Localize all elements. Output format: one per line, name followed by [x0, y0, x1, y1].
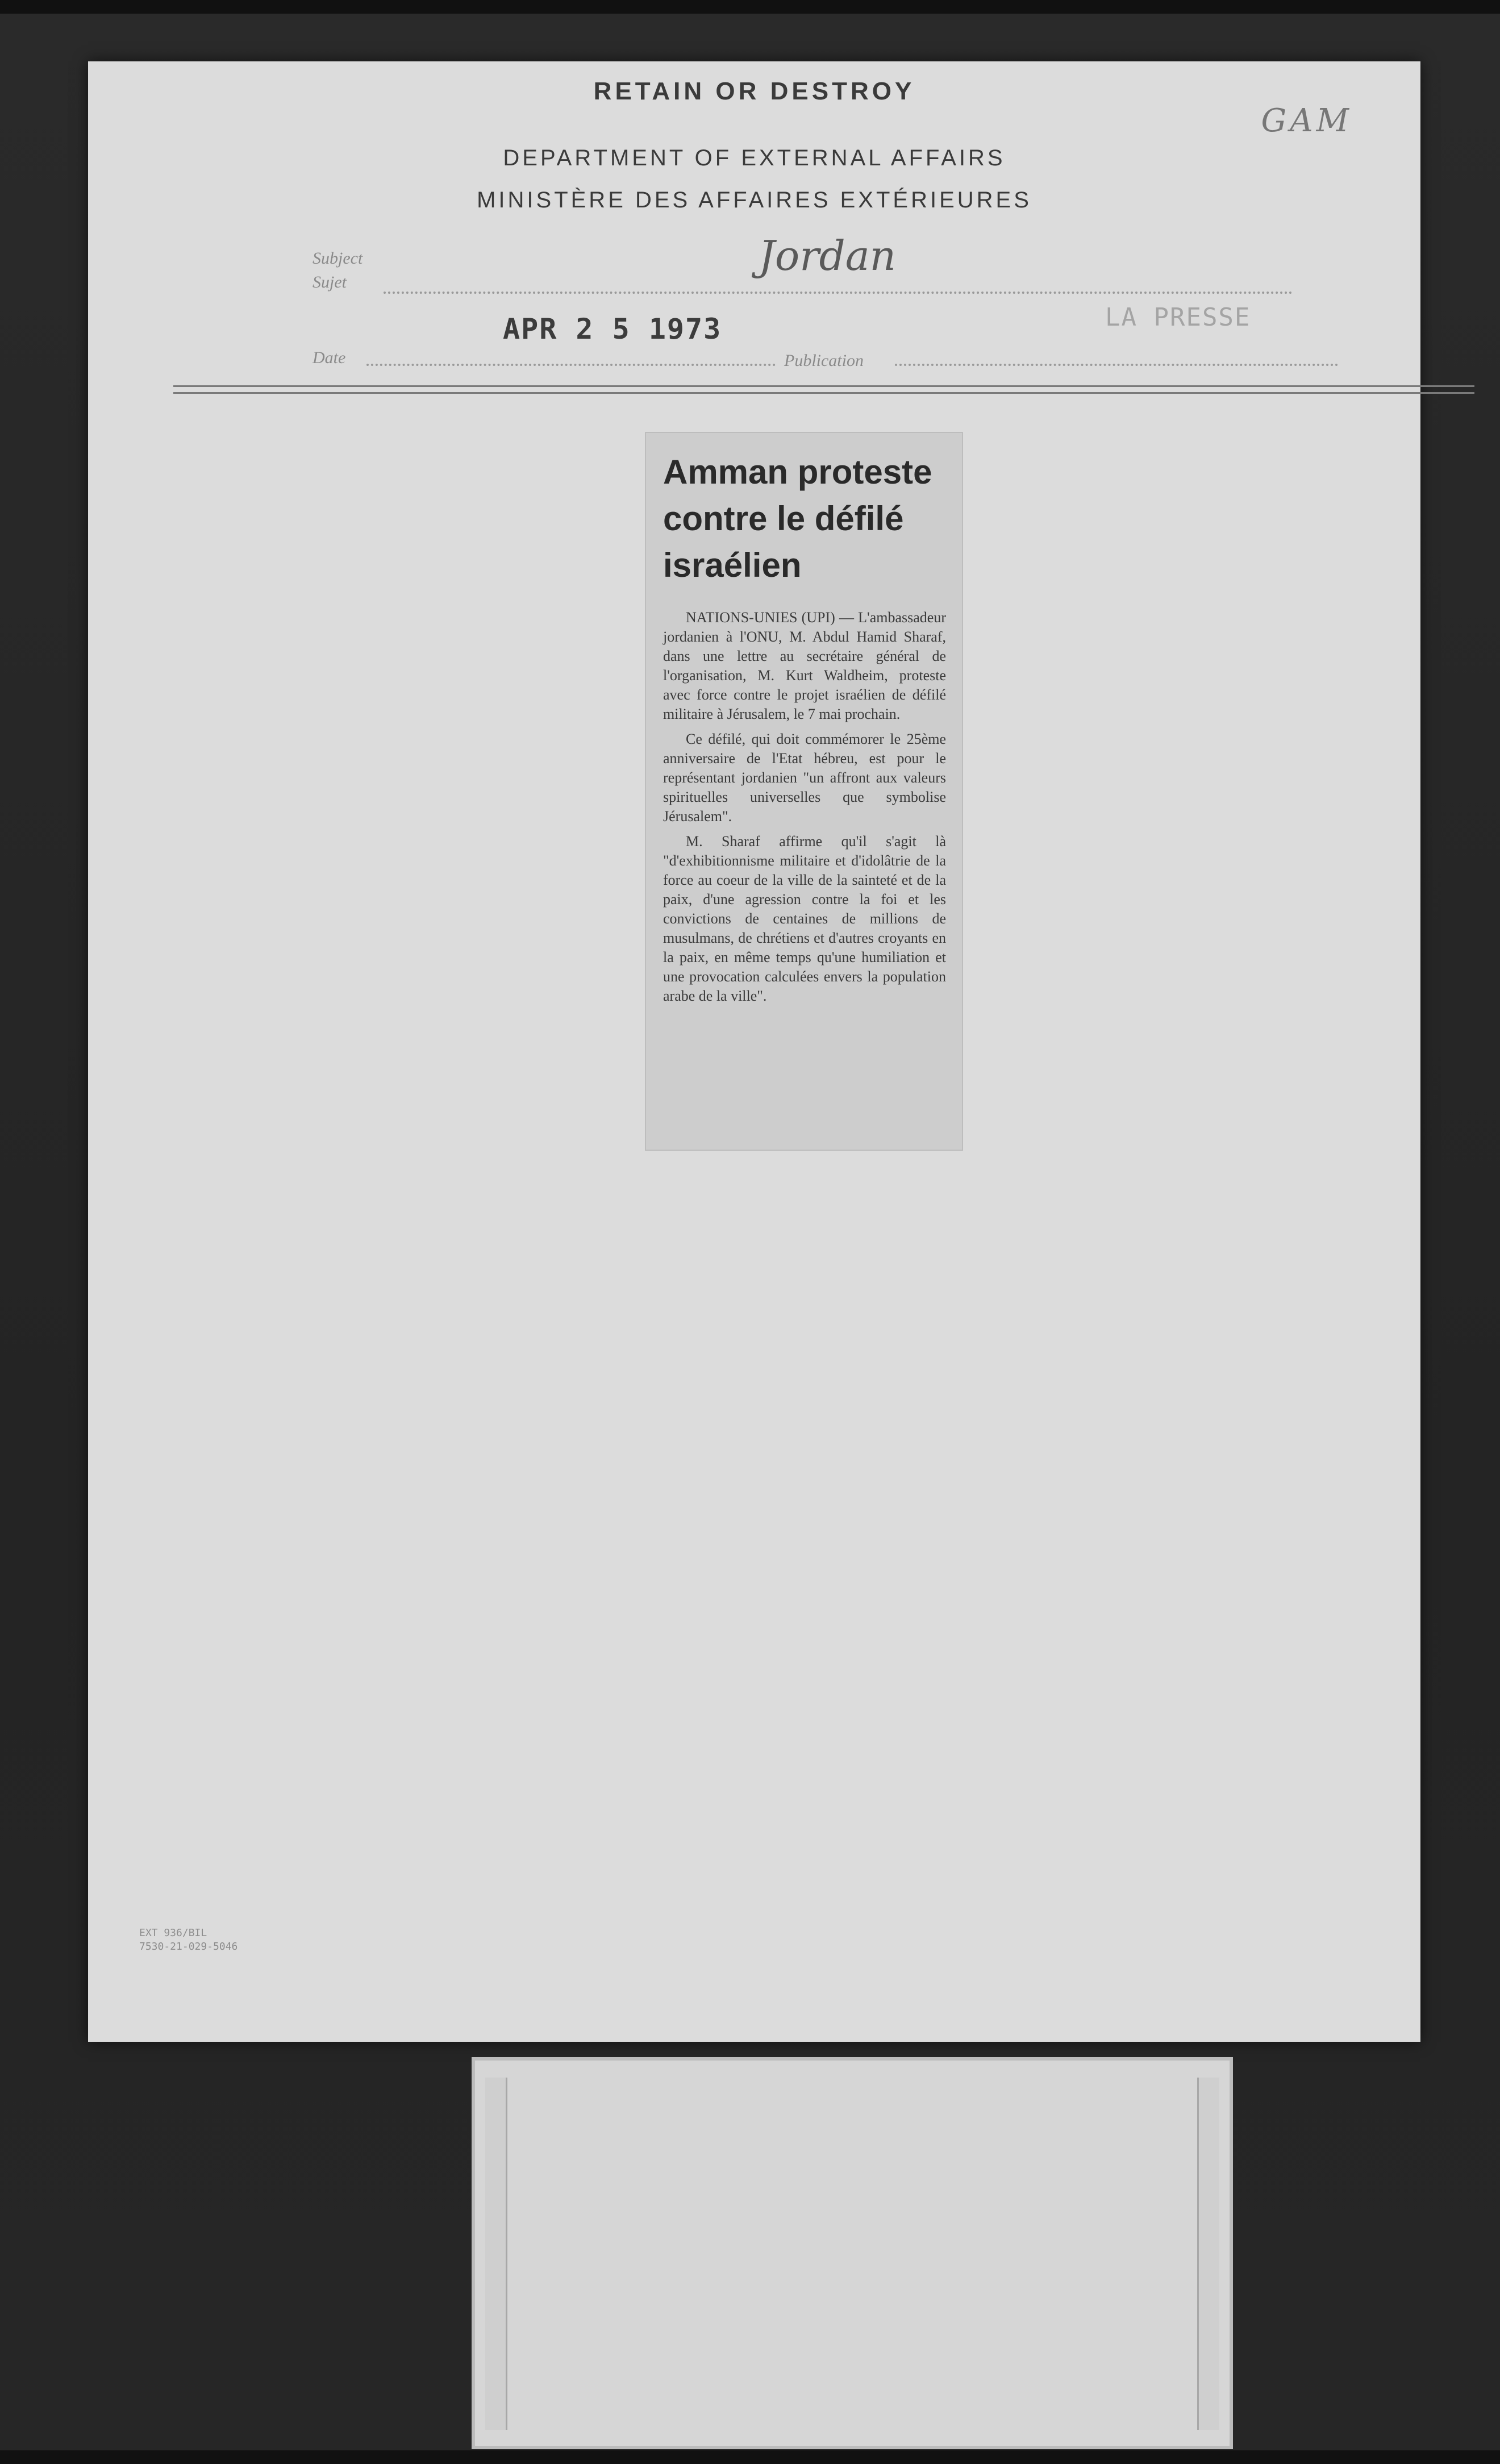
newspaper-clipping	[645, 432, 963, 1151]
sujet-label: Sujet	[312, 273, 347, 292]
date-label: Date	[312, 348, 346, 367]
form-code	[139, 1926, 238, 1954]
file-mark-handwritten: GAM	[1261, 102, 1352, 139]
department-name-english: DEPARTMENT OF EXTERNAL AFFAIRS	[503, 145, 1006, 170]
clipping-paragraph-2: Ce défilé, qui doit commémorer le 25ème anniversaire de l'Etat hébreu, est pour le représentant jordanien "un affront aux valeurs spirituelles universelles que symbolise Jérusalem".	[663, 731, 946, 825]
retain-or-destroy-heading: RETAIN OR DESTROY	[593, 77, 915, 105]
form-code-line-1: EXT 936/BIL	[139, 1927, 207, 1939]
film-edge-bottom	[0, 2450, 1500, 2464]
publication-label: Publication	[784, 351, 864, 370]
publication-line	[895, 364, 1338, 366]
header-rule-bottom	[173, 392, 1474, 394]
clipping-paragraph-1: NATIONS-UNIES (UPI) — L'ambassadeur jordanien à l'ONU, M. Abdul Hamid Sharaf, dans une lettre au secrétaire général de l'organisation, M. Kurt Waldheim, proteste avec force contre le projet israélien de défilé militaire à Jérusalem, le 7 mai prochain.	[663, 609, 946, 722]
subject-value: Jordan	[759, 232, 897, 280]
subject-label: Subject	[312, 249, 363, 268]
department-name-french: MINISTÈRE DES AFFAIRES EXTÉRIEURES	[477, 188, 1032, 213]
card-edge-left	[485, 2078, 507, 2430]
header-rule-top	[173, 385, 1474, 387]
date-stamp: APR 2 5 1973	[503, 313, 722, 346]
target-card	[472, 2057, 1233, 2449]
film-edge-top	[0, 0, 1500, 14]
date-line	[366, 364, 776, 366]
clipping-headline: Amman proteste contre le défilé israélien	[663, 453, 932, 584]
clipping-paragraph-3: M. Sharaf affirme qu'il s'agit là "d'exhibitionnisme militaire et d'idolâtrie de la force au coeur de la ville de la sainteté et de la paix, d'une agression contre la foi et les convictions de centaines de millions de musulmans, de chrétiens et d'autres croyants en la paix, en même temps qu'une humiliation et une provocation calculées envers la population arabe de la ville".	[663, 833, 946, 1004]
card-edge-right	[1197, 2078, 1219, 2430]
publication-stamp: LA PRESSE	[1105, 303, 1251, 332]
subject-line	[384, 292, 1293, 294]
form-code-line-2: 7530-21-029-5046	[139, 1941, 238, 1953]
